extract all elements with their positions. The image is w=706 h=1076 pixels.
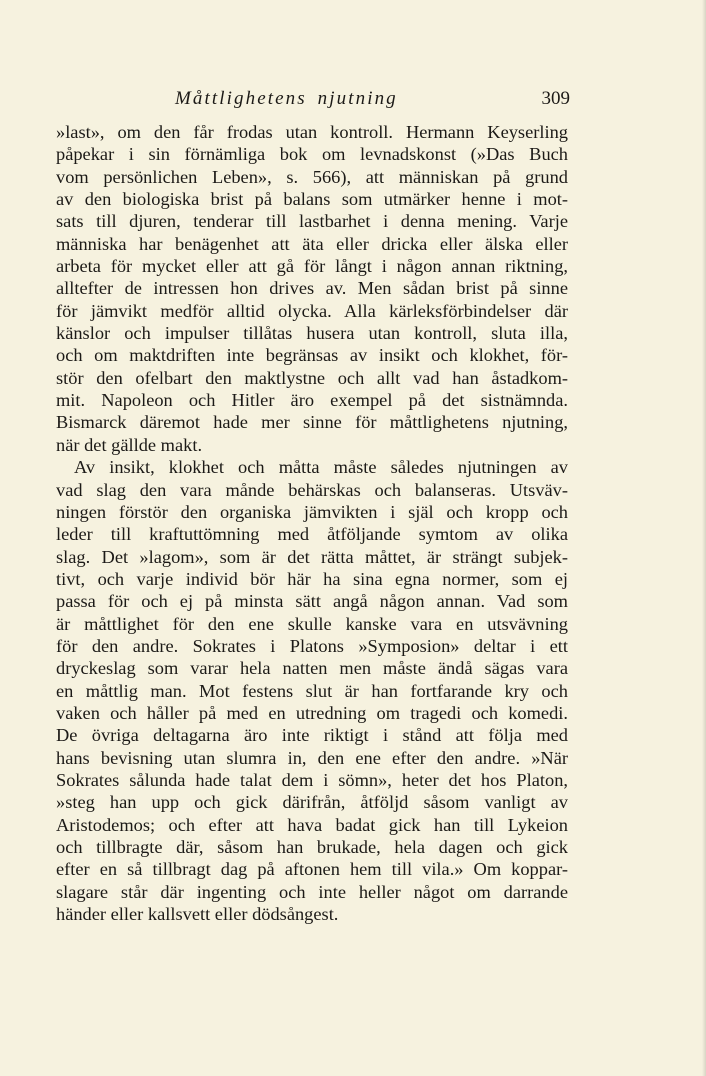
text-line: arbeta för mycket eller att gå för långt i någon annan riktning, — [56, 256, 568, 277]
running-header — [175, 88, 570, 112]
page-number: 309 — [541, 88, 570, 109]
text-line: »steg han upp och gick därifrån, åtföljd såsom vanligt av — [56, 792, 568, 813]
text-line: känslor och impulser tillåtas husera utan kontroll, sluta illa, — [56, 323, 568, 344]
text-line: slag. Det »lagom», som är det rätta måttet, är strängt subjek- — [56, 546, 568, 567]
text-line: ningen förstör den organiska jämvikten i själ och kropp och — [56, 501, 568, 522]
text-line: mit. Napoleon och Hitler äro exempel på det sistnämnda. — [56, 390, 568, 411]
text-line: påpekar i sin förnämliga bok om levnadskonst (»Das Buch — [56, 144, 568, 165]
text-line: och tillbragte där, såsom han brukade, hela dagen och gick — [56, 837, 568, 857]
text-line: och om maktdriften inte begränsas av insikt och klokhet, för- — [56, 345, 568, 366]
text-line: passa för och ej på minsta sätt angå någon annan. Vad som — [56, 591, 568, 612]
text-line: för jämvikt medför alltid olycka. Alla kärleksförbindelser där — [56, 300, 568, 321]
text-line: Bismarck däremot hade mer sinne för måttlighetens njutning, — [56, 412, 568, 433]
text-line: av den biologiska brist på balans som utmärker henne i mot- — [56, 189, 568, 210]
text-line: slagare står där ingenting och inte heller något om darrande — [56, 881, 568, 902]
text-line: dryckeslag som varar hela natten men måste ändå sägas vara — [56, 658, 568, 679]
text-line: en måttlig man. Mot festens slut är han fortfarande kry och — [56, 680, 568, 701]
text-line: Av insikt, klokhet och måtta måste således njutningen av — [74, 457, 568, 478]
paragraph-1 — [56, 121, 568, 456]
text-line: sats till djuren, tenderar till lastbarhet i denna mening. Varje — [56, 211, 568, 232]
text-line: händer eller kallsvett eller dödsångest. — [56, 904, 339, 925]
text-line: Aristodemos; och efter att hava badat gick han till Lykeion — [56, 814, 568, 835]
text-line: för den andre. Sokrates i Platons »Symposion» deltar i ett — [56, 635, 568, 656]
text-line: vom persönlichen Leben», s. 566), att människan på grund — [56, 166, 568, 187]
text-line: vaken och håller på med en utredning om tragedi och komedi. — [56, 702, 568, 723]
text-line: tivt, och varje individ bör här ha sina egna normer, som ej — [56, 568, 568, 589]
text-line: De övriga deltagarna äro inte riktigt i stånd att följa med — [56, 725, 568, 746]
text-line: är måttlighet för den ene skulle kanske vara en utsvävning — [56, 613, 568, 634]
text-line: stör den ofelbart den maktlystne och allt vad han åstadkom- — [56, 367, 568, 388]
text-line: alltefter de intressen hon drives av. Men sådan brist på sinne — [56, 278, 568, 299]
text-line: efter en så tillbragt dag på aftonen hem till vila.» Om koppar- — [56, 859, 568, 880]
running-title: Måttlighetens njutning — [175, 88, 398, 109]
text-line: »last», om den får frodas utan kontroll. Hermann Keyserling — [56, 122, 568, 142]
text-line: vad slag den vara månde behärskas och balanseras. Utsväv- — [56, 479, 568, 500]
text-line: Sokrates sålunda hade talat dem i sömn», heter det hos Platon, — [56, 769, 568, 790]
text-line: människa har benägenhet att äta eller dricka eller älska eller — [56, 233, 568, 254]
text-line: när det gällde makt. — [56, 434, 203, 455]
paragraph-2 — [56, 456, 568, 925]
body-text — [56, 121, 568, 925]
text-line: leder till kraftuttömning med åtföljande symtom av olika — [56, 524, 568, 545]
text-line: hans bevisning utan slumra in, den ene efter den andre. »När — [56, 747, 568, 768]
page-edge-shadow — [702, 0, 706, 1076]
